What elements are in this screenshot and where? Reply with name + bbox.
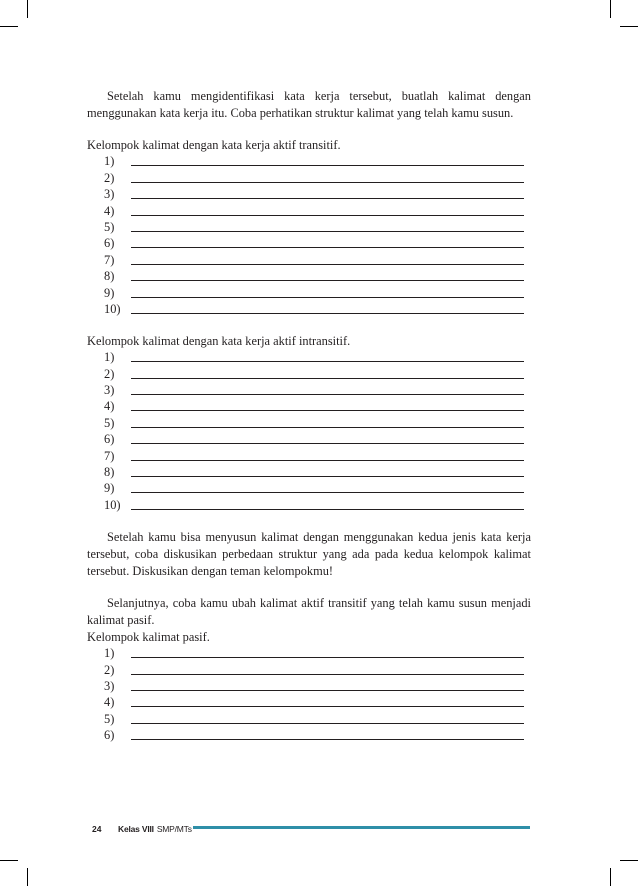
list-item[interactable] bbox=[87, 695, 531, 711]
list-item[interactable] bbox=[87, 203, 531, 219]
item-number: 3) bbox=[104, 187, 115, 202]
item-number: 6) bbox=[104, 236, 115, 251]
item-number: 6) bbox=[104, 728, 115, 743]
page-number: 24 bbox=[92, 824, 102, 834]
answer-line[interactable] bbox=[131, 182, 524, 183]
item-number: 5) bbox=[104, 711, 115, 726]
answer-line[interactable] bbox=[131, 427, 524, 428]
item-number: 2) bbox=[104, 662, 115, 677]
crop-mark bbox=[610, 0, 611, 18]
answer-line[interactable] bbox=[131, 657, 524, 658]
item-number: 1) bbox=[104, 350, 115, 365]
item-number: 10) bbox=[104, 497, 121, 512]
intransitive-list bbox=[87, 350, 531, 514]
discussion-paragraph: Setelah kamu bisa menyusun kalimat dengan menggunakan kedua jenis kata kerja tersebut, coba diskusikan perbedaan struktur yang ada pada kedua kelompok kalimat tersebut. Diskusikan dengan teman kelompokmu! bbox=[87, 529, 531, 578]
item-number: 8) bbox=[104, 465, 115, 480]
list-item[interactable] bbox=[87, 220, 531, 236]
item-number: 3) bbox=[104, 383, 115, 398]
answer-line[interactable] bbox=[131, 297, 524, 298]
transitive-heading: Kelompok kalimat dengan kata kerja aktif transitif. bbox=[87, 138, 341, 152]
crop-mark bbox=[0, 26, 18, 27]
list-item[interactable] bbox=[87, 662, 531, 678]
crop-mark bbox=[0, 860, 18, 861]
list-item[interactable] bbox=[87, 711, 531, 727]
crop-mark bbox=[620, 860, 638, 861]
answer-line[interactable] bbox=[131, 492, 524, 493]
answer-line[interactable] bbox=[131, 231, 524, 232]
answer-line[interactable] bbox=[131, 674, 524, 675]
answer-line[interactable] bbox=[131, 723, 524, 724]
crop-mark bbox=[620, 26, 638, 27]
answer-line[interactable] bbox=[131, 198, 524, 199]
answer-line[interactable] bbox=[131, 739, 524, 740]
page-content bbox=[87, 88, 531, 744]
list-item[interactable] bbox=[87, 187, 531, 203]
crop-mark bbox=[610, 868, 611, 886]
answer-line[interactable] bbox=[131, 215, 524, 216]
page-footer bbox=[92, 823, 192, 835]
passive-instruction: Selanjutnya, coba kamu ubah kalimat aktif transitif yang telah kamu susun menjadi kalimat pasif. bbox=[87, 595, 531, 627]
answer-line[interactable] bbox=[131, 476, 524, 477]
item-number: 3) bbox=[104, 678, 115, 693]
list-item[interactable] bbox=[87, 679, 531, 695]
list-item[interactable] bbox=[87, 366, 531, 382]
intransitive-heading: Kelompok kalimat dengan kata kerja aktif intransitif. bbox=[87, 333, 351, 348]
list-item[interactable] bbox=[87, 269, 531, 285]
item-number: 7) bbox=[104, 448, 115, 463]
crop-mark bbox=[27, 0, 28, 18]
answer-line[interactable] bbox=[131, 247, 524, 248]
item-number: 1) bbox=[104, 646, 115, 661]
answer-line[interactable] bbox=[131, 280, 524, 281]
item-number: 2) bbox=[104, 366, 115, 381]
item-number: 4) bbox=[104, 399, 115, 414]
list-item[interactable] bbox=[87, 236, 531, 252]
answer-line[interactable] bbox=[131, 394, 524, 395]
answer-line[interactable] bbox=[131, 706, 524, 707]
item-number: 9) bbox=[104, 481, 115, 496]
transitive-list bbox=[87, 154, 531, 318]
list-item[interactable] bbox=[87, 252, 531, 268]
item-number: 2) bbox=[104, 170, 115, 185]
answer-line[interactable] bbox=[131, 690, 524, 691]
item-number: 5) bbox=[104, 219, 115, 234]
item-number: 4) bbox=[104, 203, 115, 218]
answer-line[interactable] bbox=[131, 443, 524, 444]
list-item[interactable] bbox=[87, 399, 531, 415]
list-item[interactable] bbox=[87, 302, 531, 318]
list-item[interactable] bbox=[87, 285, 531, 301]
answer-line[interactable] bbox=[131, 361, 524, 362]
crop-mark bbox=[27, 868, 28, 886]
item-number: 4) bbox=[104, 695, 115, 710]
list-item[interactable] bbox=[87, 383, 531, 399]
answer-line[interactable] bbox=[131, 165, 524, 166]
answer-line[interactable] bbox=[131, 410, 524, 411]
footer-class-label: Kelas VIII bbox=[118, 824, 154, 834]
item-number: 10) bbox=[104, 301, 121, 316]
list-item[interactable] bbox=[87, 448, 531, 464]
item-number: 7) bbox=[104, 252, 115, 267]
item-number: 6) bbox=[104, 432, 115, 447]
intro-paragraph: Setelah kamu mengidentifikasi kata kerja tersebut, buatlah kalimat dengan menggunakan kata kerja itu. Coba perhatikan struktur kalimat yang telah kamu susun. bbox=[87, 89, 531, 120]
answer-line[interactable] bbox=[131, 509, 524, 510]
list-item[interactable] bbox=[87, 646, 531, 662]
footer-divider bbox=[193, 826, 530, 829]
item-number: 1) bbox=[104, 154, 115, 169]
list-item[interactable] bbox=[87, 154, 531, 170]
list-item[interactable] bbox=[87, 415, 531, 431]
list-item[interactable] bbox=[87, 497, 531, 513]
answer-line[interactable] bbox=[131, 378, 524, 379]
passive-list bbox=[87, 646, 531, 744]
list-item[interactable] bbox=[87, 481, 531, 497]
answer-line[interactable] bbox=[131, 264, 524, 265]
list-item[interactable] bbox=[87, 350, 531, 366]
list-item[interactable] bbox=[87, 728, 531, 744]
item-number: 5) bbox=[104, 415, 115, 430]
item-number: 8) bbox=[104, 269, 115, 284]
list-item[interactable] bbox=[87, 465, 531, 481]
item-number: 9) bbox=[104, 285, 115, 300]
footer-school-label: SMP/MTs bbox=[156, 824, 192, 834]
answer-line[interactable] bbox=[131, 460, 524, 461]
list-item[interactable] bbox=[87, 432, 531, 448]
answer-line[interactable] bbox=[131, 313, 524, 314]
list-item[interactable] bbox=[87, 170, 531, 186]
passive-heading: Kelompok kalimat pasif. bbox=[87, 629, 210, 644]
